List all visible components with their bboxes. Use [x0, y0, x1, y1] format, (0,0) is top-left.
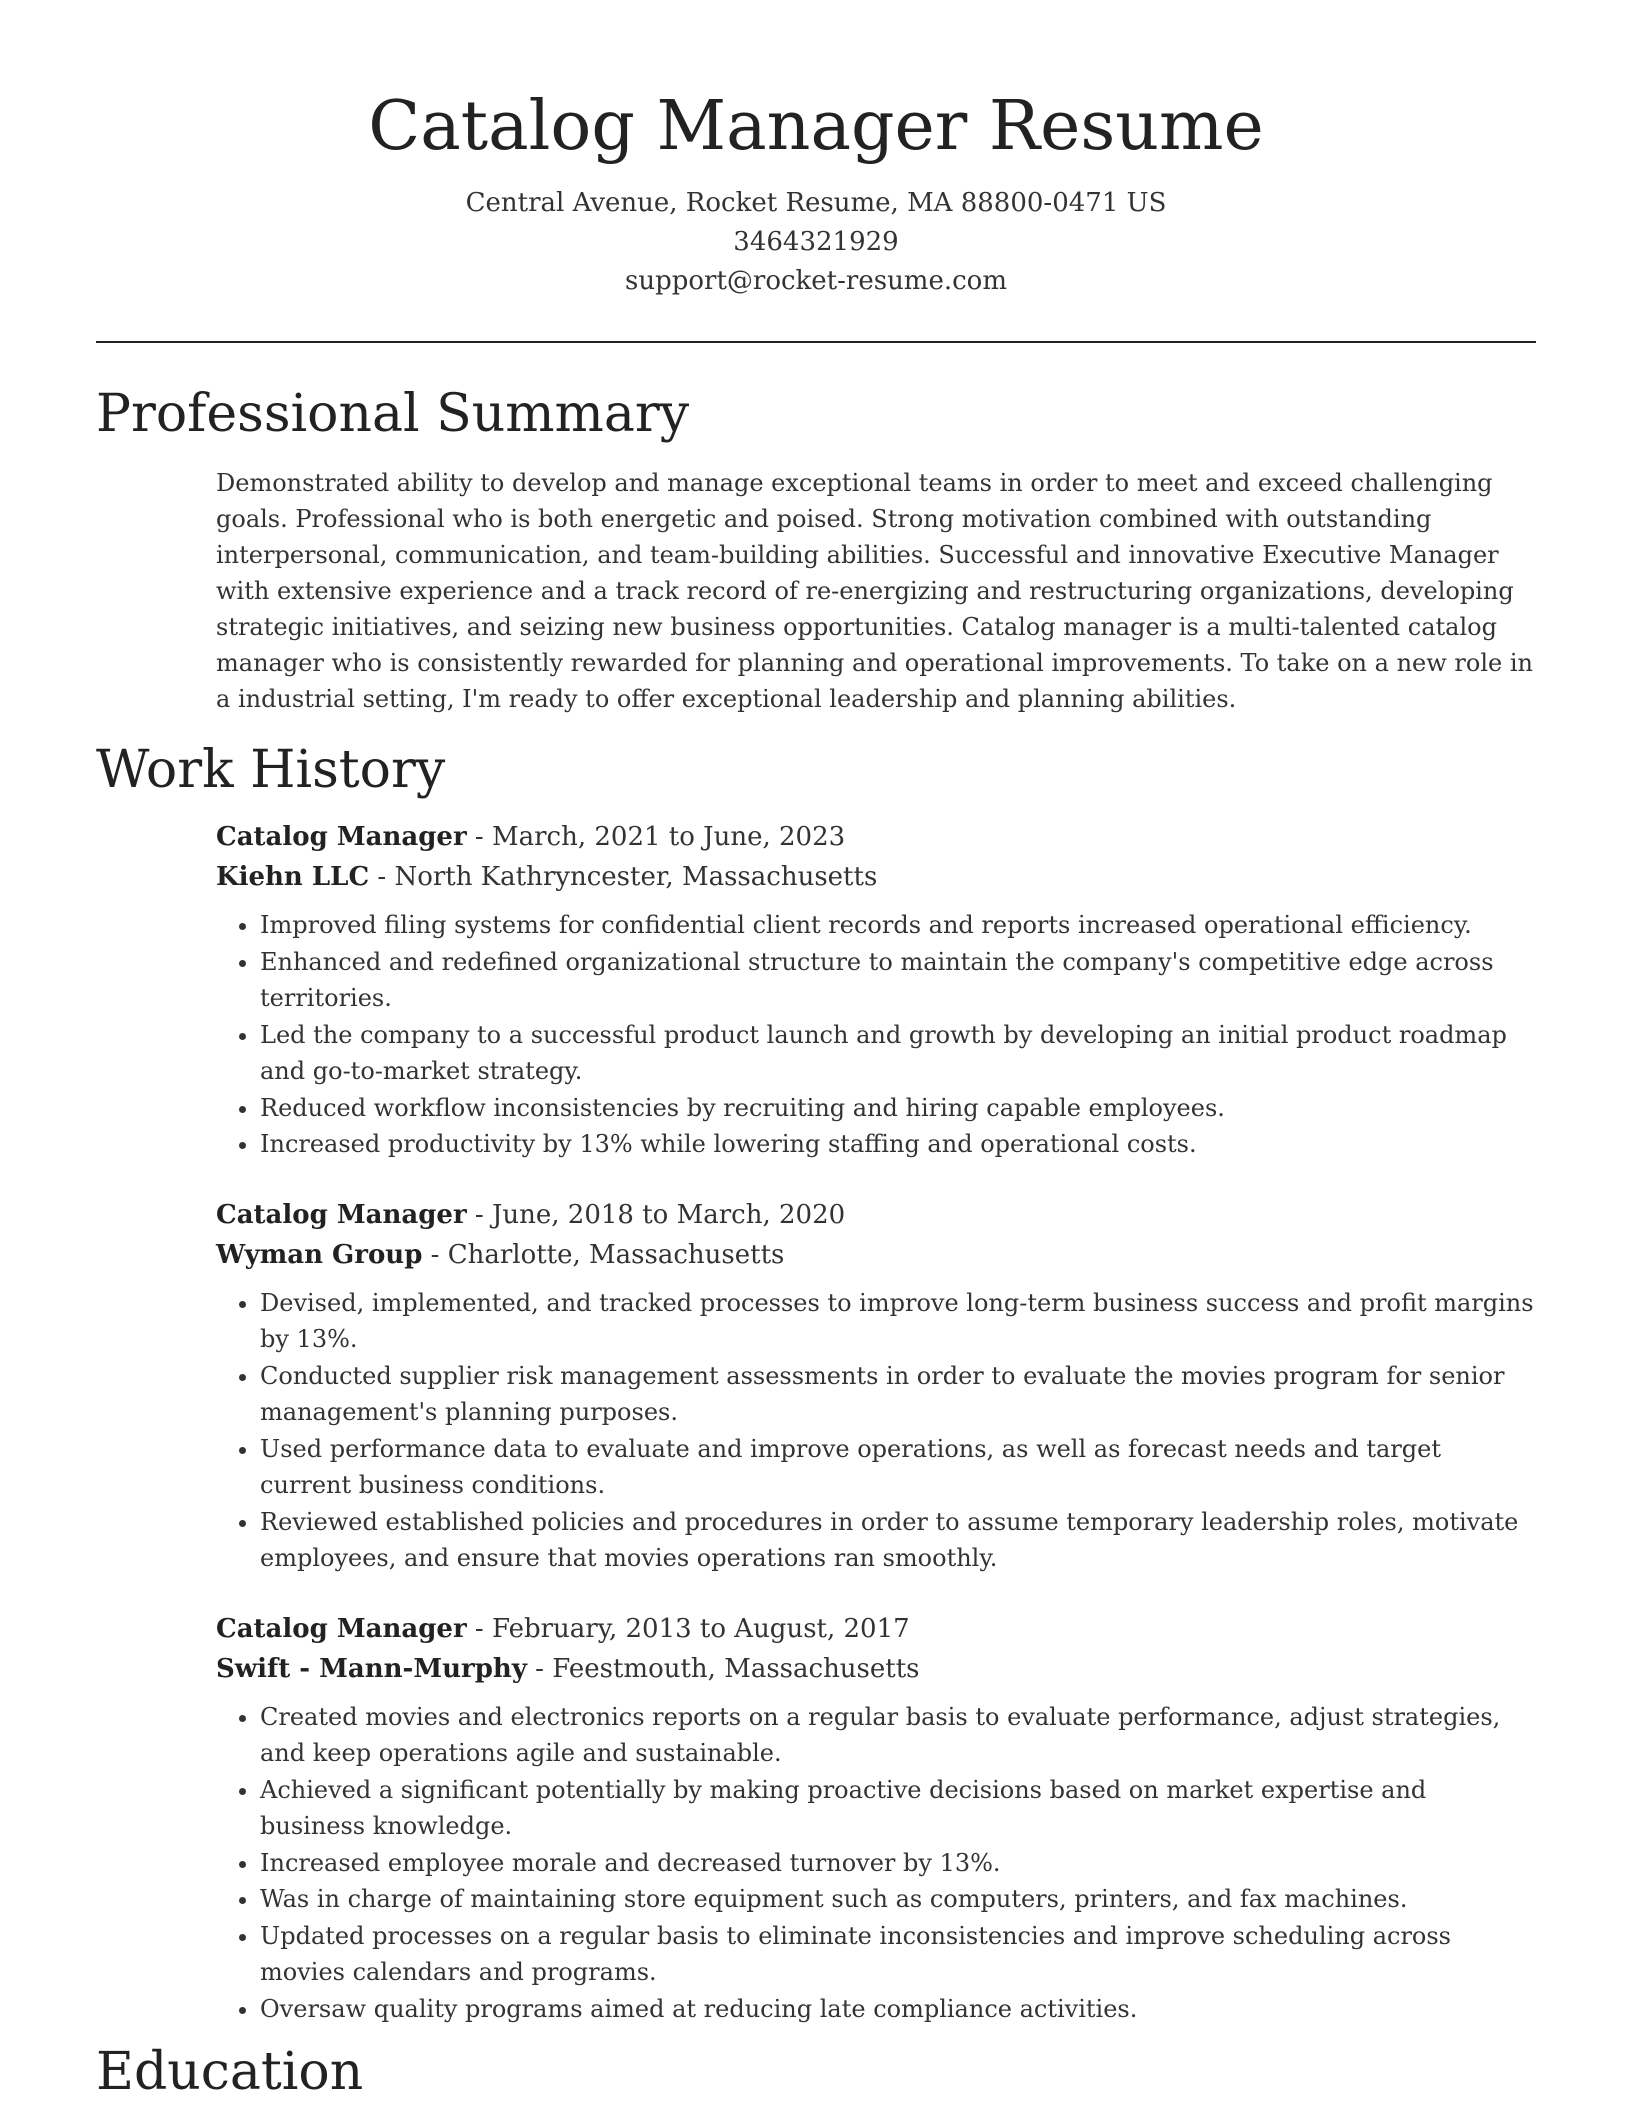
job-bullet: • Led the company to a successful product launch and growth by developing an initial product roadmap and go-to-market strategy.	[260, 1017, 1536, 1090]
job-location: - North Kathryncester, Massachusetts	[369, 862, 878, 892]
contact-phone: 3464321929	[733, 227, 899, 257]
job-bullet: • Devised, implemented, and tracked processes to improve long-term business success and profit margins by 13%.	[260, 1285, 1536, 1358]
section-heading-work-history: Work History	[96, 740, 446, 800]
job-dates: - March, 2021 to June, 2023	[466, 822, 846, 852]
job-bullets	[216, 1285, 1536, 1577]
job-location: - Feestmouth, Massachusetts	[526, 1653, 920, 1684]
job-bullet: • Used performance data to evaluate and improve operations, as well as forecast needs and target current business conditions.	[260, 1431, 1536, 1504]
job-bullet: • Reduced workflow inconsistencies by recruiting and hiring capable employees.	[260, 1090, 1536, 1127]
job-company-line	[216, 1649, 1536, 1689]
job-bullets	[216, 907, 1536, 1163]
contact-email: support@rocket-resume.com	[624, 266, 1007, 296]
job-title: Catalog Manager	[216, 1199, 467, 1230]
job-title-line	[216, 1609, 1536, 1649]
job-company-line	[216, 857, 1536, 897]
job-bullet: • Enhanced and redefined organizational structure to maintain the company's competitive edge across territories.	[260, 944, 1536, 1017]
job-dates: - June, 2018 to March, 2020	[466, 1199, 846, 1230]
job-entry	[216, 1609, 1536, 2028]
job-dates: - February, 2013 to August, 2017	[466, 1613, 910, 1644]
summary-text: Demonstrated ability to develop and manage exceptional teams in order to meet and exceed challenging goals. Professional who is both energetic and poised. Strong motivation combined with outstanding interpersonal, communication, and team-building abilities. Successful and innovative Executive Manager with extensive experience and a track record of re-energizing and restructuring organizations, developing strategic initiatives, and seizing new business opportunities. Catalog manager is a multi-talented catalog manager who is consistently rewarded for planning and operational improvements. To take on a new role in a industrial setting, I'm ready to offer exceptional leadership and planning abilities.	[216, 469, 1533, 713]
job-bullet: • Was in charge of maintaining store equipment such as computers, printers, and fax machines.	[260, 1881, 1536, 1918]
job-bullet: • Achieved a significant potentially by making proactive decisions based on market expertise and business knowledge.	[260, 1772, 1536, 1845]
job-bullet: • Reviewed established policies and procedures in order to assume temporary leadership roles, motivate employees, and ensure that movies operations ran smoothly.	[260, 1504, 1536, 1577]
job-bullet: • Conducted supplier risk management assessments in order to evaluate the movies program for senior management's planning purposes.	[260, 1358, 1536, 1431]
job-bullet: • Updated processes on a regular basis to eliminate inconsistencies and improve scheduling across movies calendars and programs.	[260, 1918, 1536, 1991]
job-entry	[216, 1195, 1536, 1577]
job-company: Wyman Group	[216, 1239, 423, 1270]
resume-page	[96, 0, 1536, 2105]
header-divider	[96, 341, 1536, 343]
job-bullet: • Created movies and electronics reports on a regular basis to evaluate performance, adjust strategies, and keep operations agile and sustainable.	[260, 1699, 1536, 1772]
job-location: - Charlotte, Massachusetts	[422, 1239, 785, 1270]
job-company: Kiehn LLC	[216, 862, 370, 892]
contact-address: Central Avenue, Rocket Resume, MA 88800-0471 US	[465, 188, 1167, 218]
section-heading-education: Education	[96, 2042, 364, 2102]
job-title-line	[216, 817, 1536, 857]
job-company: Swift - Mann-Murphy	[216, 1653, 527, 1684]
work-history-list	[216, 817, 1536, 2027]
job-title: Catalog Manager	[216, 1613, 467, 1644]
resume-title: Catalog Manager Resume	[368, 87, 1264, 166]
job-bullet: • Improved filing systems for confidential client records and reports increased operational efficiency.	[260, 907, 1536, 944]
job-title-line	[216, 1195, 1536, 1235]
job-company-line	[216, 1235, 1536, 1275]
job-bullet: • Increased employee morale and decreased turnover by 13%.	[260, 1845, 1536, 1882]
section-heading-summary: Professional Summary	[96, 384, 690, 444]
job-bullet: • Increased productivity by 13% while lowering staffing and operational costs.	[260, 1126, 1536, 1163]
job-entry	[216, 817, 1536, 1163]
job-title: Catalog Manager	[216, 822, 467, 852]
job-bullet: • Oversaw quality programs aimed at reducing late compliance activities.	[260, 1991, 1536, 2028]
contact-block	[96, 184, 1536, 301]
job-bullets	[216, 1699, 1536, 2028]
